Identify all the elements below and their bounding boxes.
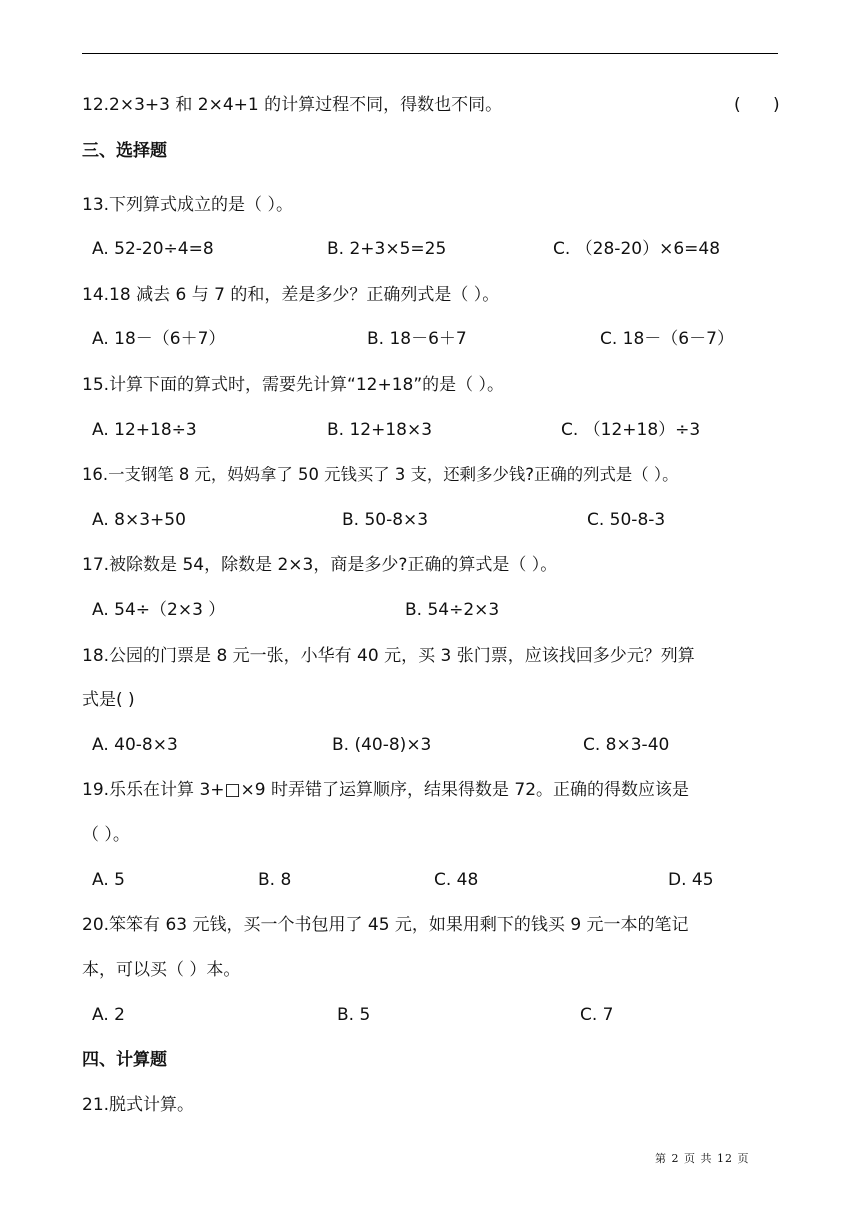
question-18-line-1: 18.公园的门票是 8 元一张，小华有 40 元，买 3 张门票，应该找回多少元？列算 <box>82 646 695 666</box>
option-19-d: D. 45 <box>668 870 714 890</box>
page-number-footer: 第 2 页 共 12 页 <box>655 1152 750 1165</box>
option-16-c: C. 50-8-3 <box>587 510 666 530</box>
option-19-a: A. 5 <box>92 870 125 890</box>
header-rule <box>82 53 778 54</box>
option-16-a: A. 8×3+50 <box>92 510 186 530</box>
question-20-line-1: 20.笨笨有 63 元钱，买一个书包用了 45 元，如果用剩下的钱买 9 元一本的笔记 <box>82 915 689 935</box>
question-13: 13.下列算式成立的是（ ）。 <box>82 195 293 215</box>
question-21: 21.脱式计算。 <box>82 1095 195 1115</box>
question-18-line-2: 式是( ) <box>82 690 135 710</box>
question-19-line-2: （ ）。 <box>82 825 130 845</box>
option-20-b: B. 5 <box>337 1005 371 1025</box>
option-17-a: A. 54÷（2×3 ） <box>92 600 226 620</box>
option-13-c: C. （28-20）×6=48 <box>553 239 721 259</box>
option-16-b: B. 50-8×3 <box>342 510 429 530</box>
option-15-a: A. 12+18÷3 <box>92 420 197 440</box>
question-16: 16.一支钢笔 8 元，妈妈拿了 50 元钱买了 3 支，还剩多少钱?正确的列式是（ ）。 <box>82 465 679 484</box>
section-heading-calculation: 四、计算题 <box>82 1050 167 1070</box>
option-15-b: B. 12+18×3 <box>327 420 433 440</box>
option-18-b: B. (40-8)×3 <box>332 735 432 755</box>
option-13-a: A. 52-20÷4=8 <box>92 239 214 259</box>
option-18-c: C. 8×3-40 <box>583 735 670 755</box>
option-13-b: B. 2+3×5=25 <box>327 239 447 259</box>
option-20-c: C. 7 <box>580 1005 614 1025</box>
question-12: 12.2×3+3 和 2×4+1 的计算过程不同，得数也不同。 <box>82 95 503 115</box>
option-14-c: C. 18－（6－7） <box>600 329 734 349</box>
option-14-b: B. 18－6＋7 <box>367 329 467 349</box>
option-20-a: A. 2 <box>92 1005 125 1025</box>
question-17: 17.被除数是 54，除数是 2×3，商是多少?正确的算式是（ ）。 <box>82 555 558 575</box>
option-14-a: A. 18－（6＋7） <box>92 329 226 349</box>
option-15-c: C. （12+18）÷3 <box>561 420 701 440</box>
question-19-line-1: 19.乐乐在计算 3+□×9 时弄错了运算顺序，结果得数是 72。正确的得数应该是 <box>82 780 690 800</box>
section-heading-choice: 三、选择题 <box>82 141 167 161</box>
question-20-line-2: 本，可以买（ ）本。 <box>82 960 241 980</box>
option-19-b: B. 8 <box>258 870 292 890</box>
option-18-a: A. 40-8×3 <box>92 735 178 755</box>
question-15: 15.计算下面的算式时，需要先计算“12+18”的是（ ）。 <box>82 375 505 395</box>
answer-bracket-12: ( ) <box>734 95 780 115</box>
option-17-b: B. 54÷2×3 <box>405 600 500 620</box>
question-14: 14.18 减去 6 与 7 的和，差是多少？正确列式是（ ）。 <box>82 285 500 305</box>
option-19-c: C. 48 <box>434 870 479 890</box>
